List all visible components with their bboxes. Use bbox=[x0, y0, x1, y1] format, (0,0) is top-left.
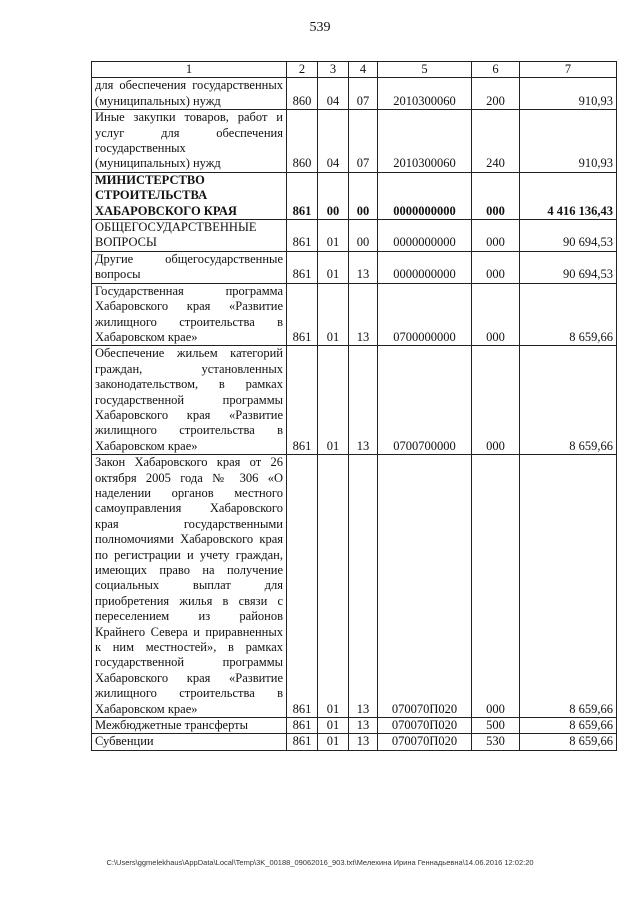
cell-expense-type: 530 bbox=[472, 734, 520, 750]
cell-target-article: 070070П020 bbox=[378, 718, 472, 734]
header-row bbox=[92, 62, 617, 78]
cell-subsection: 13 bbox=[349, 734, 378, 750]
cell-section: 01 bbox=[318, 718, 349, 734]
cell-section: 01 bbox=[318, 283, 349, 346]
table-row bbox=[92, 78, 617, 110]
cell-expense-type: 500 bbox=[472, 718, 520, 734]
cell-subsection: 13 bbox=[349, 718, 378, 734]
cell-ministry: 861 bbox=[287, 718, 318, 734]
cell-expense-type: 000 bbox=[472, 283, 520, 346]
col-header-3: 3 bbox=[318, 62, 349, 78]
cell-expense-type: 200 bbox=[472, 78, 520, 110]
cell-amount: 8 659,66 bbox=[520, 734, 617, 750]
budget-table bbox=[91, 61, 617, 751]
cell-ministry: 861 bbox=[287, 172, 318, 219]
table-row bbox=[92, 718, 617, 734]
cell-ministry: 861 bbox=[287, 283, 318, 346]
table-row bbox=[92, 220, 617, 252]
row-name: Субвенции bbox=[92, 734, 287, 750]
row-name: Другие общегосударственные вопросы bbox=[92, 251, 287, 283]
cell-amount: 8 659,66 bbox=[520, 455, 617, 718]
table-row bbox=[92, 283, 617, 346]
cell-amount: 4 416 136,43 bbox=[520, 172, 617, 219]
row-name: Иные закупки товаров, работ и услуг для обеспечения государственных (муниципальных) нужд bbox=[92, 110, 287, 173]
cell-ministry: 860 bbox=[287, 78, 318, 110]
cell-target-article: 0000000000 bbox=[378, 172, 472, 219]
cell-section: 01 bbox=[318, 220, 349, 252]
cell-target-article: 0700700000 bbox=[378, 346, 472, 455]
cell-ministry: 861 bbox=[287, 455, 318, 718]
row-name: Государственная программа Хабаровского края «Развитие жилищного строительства в Хабаровском крае» bbox=[92, 283, 287, 346]
col-header-4: 4 bbox=[349, 62, 378, 78]
col-header-2: 2 bbox=[287, 62, 318, 78]
cell-section: 01 bbox=[318, 346, 349, 455]
cell-amount: 8 659,66 bbox=[520, 718, 617, 734]
row-name: Межбюджетные трансферты bbox=[92, 718, 287, 734]
cell-amount: 910,93 bbox=[520, 78, 617, 110]
cell-amount: 910,93 bbox=[520, 110, 617, 173]
table-row bbox=[92, 172, 617, 219]
col-header-6: 6 bbox=[472, 62, 520, 78]
cell-subsection: 00 bbox=[349, 220, 378, 252]
cell-target-article: 0000000000 bbox=[378, 220, 472, 252]
cell-target-article: 0700000000 bbox=[378, 283, 472, 346]
col-header-1: 1 bbox=[92, 62, 287, 78]
cell-target-article: 0000000000 bbox=[378, 251, 472, 283]
cell-amount: 90 694,53 bbox=[520, 251, 617, 283]
cell-subsection: 07 bbox=[349, 78, 378, 110]
cell-section: 01 bbox=[318, 734, 349, 750]
cell-expense-type: 000 bbox=[472, 172, 520, 219]
table-row bbox=[92, 455, 617, 718]
file-path-footer: C:\Users\ggmelekhaus\AppData\Local\Temp\3K_00188_09062016_903.txt\Мелехина Ирина Геннадьевна\14.06.2016 12:02:20 bbox=[106, 858, 534, 867]
row-name: Закон Хабаровского края от 26 октября 2005 года № 306 «О наделении органов местного самоуправления Хабаровского края государственными полномочиями Хабаровского края по регистрации и учету граждан, имеющих право на получение социальных выплат для приобретения жилья в связи с переселением из районов Крайнего Севера и приравненных к ним местностей», в рамках государственной программы Хабаровского края «Развитие жилищного строительства в Хабаровском крае» bbox=[92, 455, 287, 718]
cell-ministry: 861 bbox=[287, 220, 318, 252]
cell-subsection: 00 bbox=[349, 172, 378, 219]
table-row bbox=[92, 110, 617, 173]
cell-subsection: 13 bbox=[349, 455, 378, 718]
table-row bbox=[92, 734, 617, 750]
cell-subsection: 13 bbox=[349, 346, 378, 455]
cell-target-article: 2010300060 bbox=[378, 110, 472, 173]
cell-section: 04 bbox=[318, 110, 349, 173]
col-header-7: 7 bbox=[520, 62, 617, 78]
cell-subsection: 13 bbox=[349, 283, 378, 346]
row-name: ОБЩЕГОСУДАРСТВЕННЫЕ ВОПРОСЫ bbox=[92, 220, 287, 252]
page-number: 539 bbox=[309, 20, 331, 35]
cell-target-article: 070070П020 bbox=[378, 734, 472, 750]
cell-ministry: 860 bbox=[287, 110, 318, 173]
table-row bbox=[92, 251, 617, 283]
cell-expense-type: 000 bbox=[472, 251, 520, 283]
col-header-5: 5 bbox=[378, 62, 472, 78]
cell-expense-type: 240 bbox=[472, 110, 520, 173]
cell-expense-type: 000 bbox=[472, 455, 520, 718]
cell-subsection: 13 bbox=[349, 251, 378, 283]
cell-expense-type: 000 bbox=[472, 346, 520, 455]
table-row bbox=[92, 346, 617, 455]
row-name: для обеспечения государственных (муниципальных) нужд bbox=[92, 78, 287, 110]
cell-target-article: 2010300060 bbox=[378, 78, 472, 110]
cell-ministry: 861 bbox=[287, 346, 318, 455]
cell-section: 04 bbox=[318, 78, 349, 110]
cell-ministry: 861 bbox=[287, 734, 318, 750]
cell-amount: 8 659,66 bbox=[520, 346, 617, 455]
cell-amount: 8 659,66 bbox=[520, 283, 617, 346]
cell-amount: 90 694,53 bbox=[520, 220, 617, 252]
cell-section: 01 bbox=[318, 251, 349, 283]
row-name: МИНИСТЕРСТВО СТРОИТЕЛЬСТВА ХАБАРОВСКОГО КРАЯ bbox=[92, 172, 287, 219]
cell-ministry: 861 bbox=[287, 251, 318, 283]
cell-section: 00 bbox=[318, 172, 349, 219]
cell-expense-type: 000 bbox=[472, 220, 520, 252]
cell-target-article: 070070П020 bbox=[378, 455, 472, 718]
row-name: Обеспечение жильем категорий граждан, установленных законодательством, в рамках государственной программы Хабаровского края «Развитие жилищного строительства в Хабаровском крае» bbox=[92, 346, 287, 455]
cell-subsection: 07 bbox=[349, 110, 378, 173]
cell-section: 01 bbox=[318, 455, 349, 718]
